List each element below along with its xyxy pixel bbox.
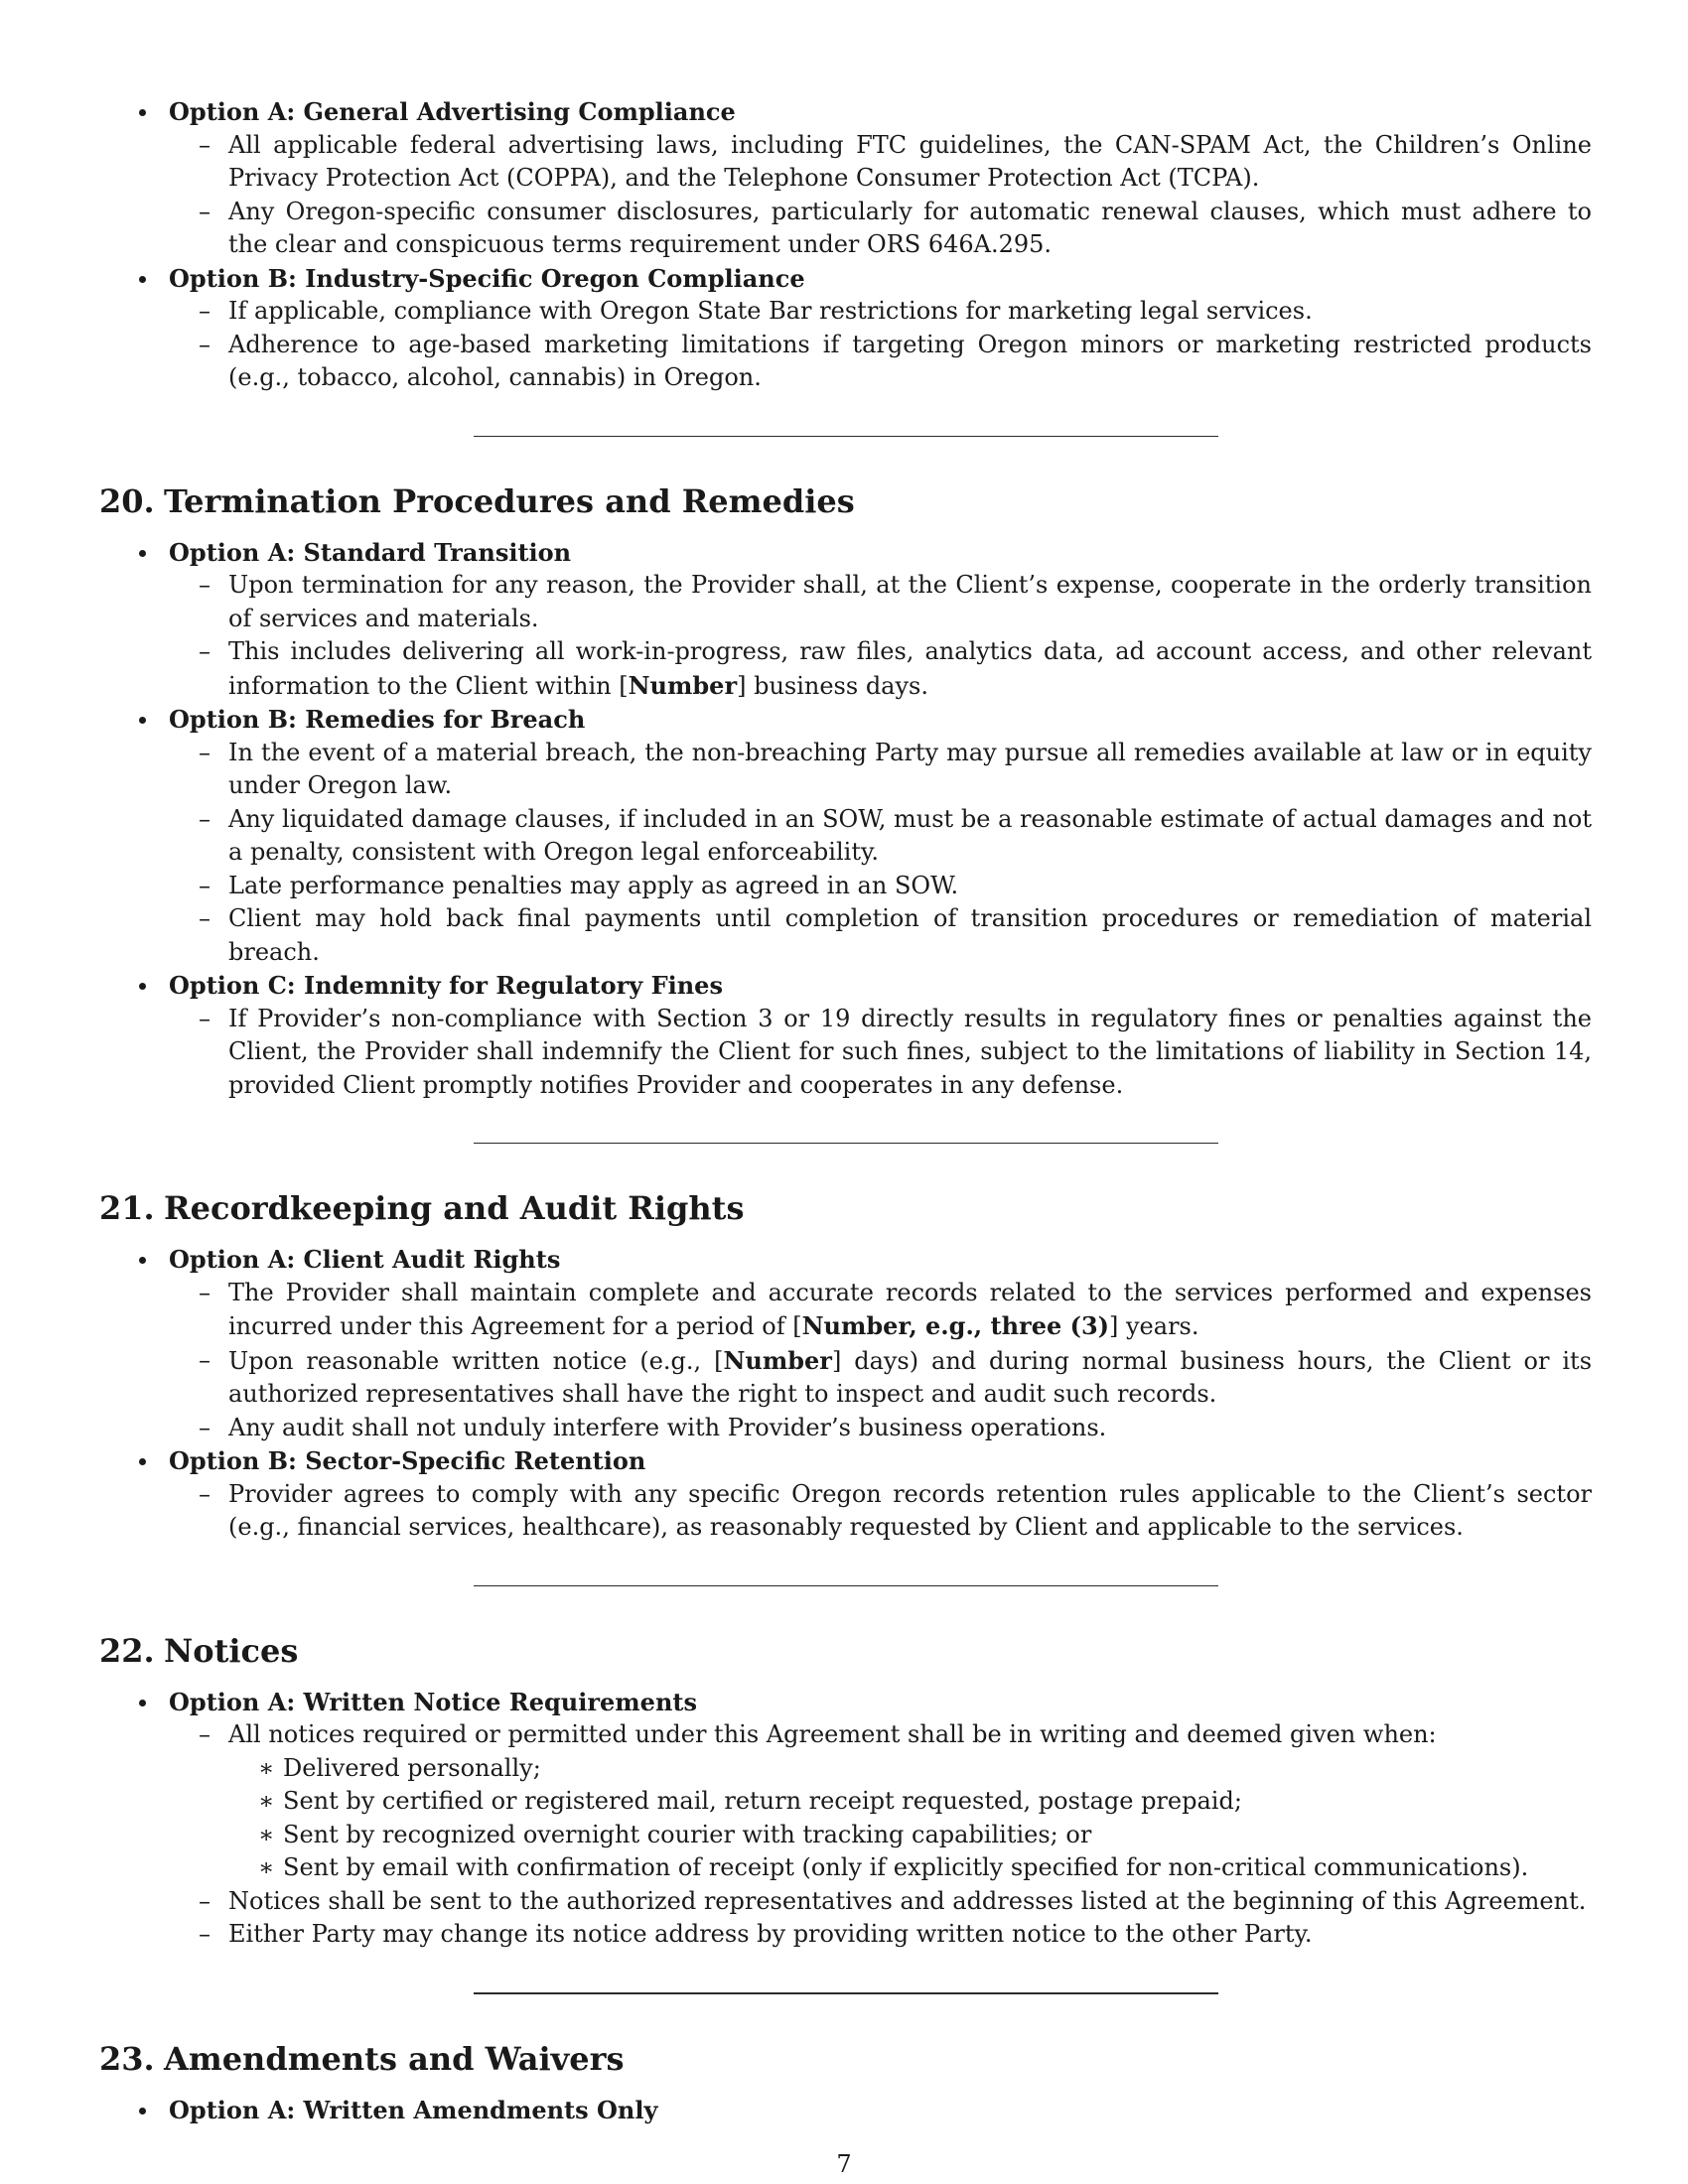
option-item — [99, 1243, 1592, 1444]
dash-icon: – — [199, 571, 211, 599]
option-item — [99, 1686, 1592, 1952]
list-item — [169, 1885, 1592, 1919]
dash-icon: – — [199, 1886, 211, 1915]
sub-item-text: Sent by recognized overnight courier with tracking capabilities; or — [283, 1820, 1092, 1848]
dash-icon: – — [199, 330, 211, 358]
option-title: Option A: Written Notice Requirements — [169, 1687, 697, 1716]
section-divider — [474, 1992, 1218, 1994]
dash-icon: – — [199, 197, 211, 225]
list-item — [169, 1277, 1592, 1344]
option-title: Option A: Standard Transition — [169, 537, 572, 567]
section-number: 20. — [99, 481, 155, 520]
list-item — [169, 870, 1592, 903]
list-item — [169, 1412, 1592, 1445]
option-list — [99, 536, 1592, 1103]
bullet-icon — [139, 1700, 146, 1706]
list-item — [169, 329, 1592, 395]
list-item — [169, 129, 1592, 196]
item-text: If Provider’s non-compliance with Section 3 or 19 directly results in regulatory fines or penalties against the Client, the Provider shall indemnify the Client for such fines, subject to the limitations of liability in Section 14, provided Client promptly notifies Provider and cooperates in any defense. — [228, 1004, 1592, 1099]
section-title: Termination Procedures and Remedies — [164, 481, 855, 520]
bullet-icon — [139, 2108, 146, 2115]
section-title: Recordkeeping and Audit Rights — [164, 1189, 745, 1227]
bullet-icon — [139, 1257, 146, 1264]
list-item — [169, 737, 1592, 803]
dash-icon: – — [199, 1345, 211, 1374]
list-item — [169, 569, 1592, 635]
option-title: Option B: Sector-Specific Retention — [169, 1446, 646, 1475]
item-text: Provider agrees to comply with any specific Oregon records retention rules applicable to the Client’s sector (e.g., financial services, healthcare), as reasonably requested by Client and applicable to the services. — [228, 1479, 1592, 1541]
item-text: Upon termination for any reason, the Provider shall, at the Client’s expense, cooperate in the orderly transition of services and materials. — [228, 571, 1592, 632]
asterisk-icon: ∗ — [258, 1820, 275, 1848]
section-title: Notices — [164, 1631, 299, 1670]
asterisk-icon: ∗ — [258, 1753, 275, 1782]
sub-item-text: Delivered personally; — [283, 1753, 541, 1782]
item-text: The Provider shall maintain complete and accurate records related to the services performed and expenses incurred under this Agreement for a period of [ — [228, 1278, 1592, 1340]
bullet-icon — [139, 1458, 146, 1465]
option-title: Option B: Industry-Specific Oregon Compliance — [169, 263, 805, 293]
intro-option-list — [99, 95, 1592, 395]
option-title: Option A: Written Amendments Only — [169, 2095, 658, 2124]
section-divider — [474, 1585, 1218, 1586]
option-item — [99, 536, 1592, 704]
option-list — [99, 1243, 1592, 1545]
sub-list-item — [228, 1819, 1592, 1852]
section-heading — [99, 2039, 1592, 2079]
option-title: Option C: Indemnity for Regulatory Fines — [169, 971, 723, 1000]
section-title: Amendments and Waivers — [164, 2039, 625, 2078]
dash-icon: – — [199, 1720, 211, 1748]
item-text: If applicable, compliance with Oregon State Bar restrictions for marketing legal services. — [228, 297, 1313, 325]
list-item — [169, 635, 1592, 703]
dash-icon: – — [199, 804, 211, 833]
sub-list-item — [228, 1752, 1592, 1786]
item-text: ] years. — [1109, 1312, 1199, 1340]
asterisk-icon: ∗ — [258, 1853, 275, 1881]
section-number: 21. — [99, 1189, 155, 1227]
list-item — [169, 1918, 1592, 1952]
section-heading — [99, 1188, 1592, 1228]
dash-icon: – — [199, 130, 211, 159]
list-item — [169, 803, 1592, 870]
option-title: Option A: Client Audit Rights — [169, 1245, 561, 1274]
bullet-icon — [139, 276, 146, 283]
dash-icon: – — [199, 1004, 211, 1032]
section-number: 23. — [99, 2039, 155, 2078]
list-item — [169, 902, 1592, 969]
sub-item-text: Sent by email with confirmation of receipt (only if explicitly specified for non-critical communications). — [283, 1853, 1529, 1881]
section-divider — [474, 436, 1218, 437]
section-heading — [99, 481, 1592, 521]
bullet-icon — [139, 109, 146, 116]
option-title: Option A: General Advertising Compliance — [169, 97, 736, 126]
option-item — [99, 703, 1592, 969]
option-list — [99, 2094, 1592, 2127]
bullet-icon — [139, 717, 146, 724]
placeholder-text: Number, e.g., three (3) — [801, 1311, 1109, 1340]
option-item — [99, 95, 1592, 262]
option-item — [99, 969, 1592, 1102]
item-text: Client may hold back final payments until completion of transition procedures or remediation of material breach. — [228, 904, 1592, 966]
list-item — [169, 1718, 1592, 1885]
item-text: ] business days. — [737, 671, 928, 700]
list-item — [169, 1003, 1592, 1103]
dash-icon: – — [199, 904, 211, 932]
asterisk-icon: ∗ — [258, 1787, 275, 1815]
dash-icon: – — [199, 637, 211, 665]
option-title: Option B: Remedies for Breach — [169, 705, 586, 734]
list-item — [169, 196, 1592, 262]
section-divider — [474, 1143, 1218, 1144]
option-list — [99, 1686, 1592, 1952]
list-item — [169, 295, 1592, 329]
option-item — [99, 262, 1592, 395]
item-text: In the event of a material breach, the non-breaching Party may pursue all remedies available at law or in equity under Oregon law. — [228, 738, 1592, 799]
item-text: Upon reasonable written notice (e.g., [ — [228, 1346, 724, 1375]
dash-icon: – — [199, 871, 211, 899]
option-item — [99, 2094, 1592, 2127]
bullet-icon — [139, 550, 146, 557]
placeholder-text: Number — [723, 1345, 832, 1375]
item-text: Any audit shall not unduly interfere with Provider’s business operations. — [228, 1413, 1107, 1441]
item-text: All applicable federal advertising laws, including FTC guidelines, the CAN-SPAM Act, the Children’s Online Privacy Protection Act (COPPA), and the Telephone Consumer Protection Act (TCPA). — [228, 130, 1592, 192]
sub-list-item — [228, 1851, 1592, 1885]
list-item — [169, 1344, 1592, 1412]
dash-icon: – — [199, 1479, 211, 1508]
dash-icon: – — [199, 1920, 211, 1948]
sub-item-text: Sent by certified or registered mail, return receipt requested, postage prepaid; — [283, 1787, 1242, 1815]
dash-icon: – — [199, 738, 211, 766]
placeholder-text: Number — [628, 670, 738, 700]
list-item — [169, 1478, 1592, 1545]
sub-list-item — [228, 1785, 1592, 1819]
option-item — [99, 1444, 1592, 1545]
item-text: Either Party may change its notice address by providing written notice to the other Party. — [228, 1920, 1313, 1948]
item-text: All notices required or permitted under this Agreement shall be in writing and deemed given when: — [228, 1720, 1437, 1748]
document-page — [99, 95, 1592, 2126]
item-text: Late performance penalties may apply as agreed in an SOW. — [228, 871, 959, 899]
page-number: 7 — [836, 2150, 852, 2178]
item-text: This includes delivering all work-in-progress, raw files, analytics data, ad account access, and other relevant information to the Client within [ — [228, 637, 1592, 700]
section-heading — [99, 1631, 1592, 1671]
item-text: Adherence to age-based marketing limitations if targeting Oregon minors or marketing restricted products (e.g., tobacco, alcohol, cannabis) in Oregon. — [228, 330, 1592, 391]
bullet-icon — [139, 983, 146, 990]
section-number: 22. — [99, 1631, 155, 1670]
item-text: ] days) and during normal business hours, the Client or its authorized representatives shall have the right to inspect and audit such records. — [228, 1346, 1593, 1408]
dash-icon: – — [199, 1278, 211, 1306]
item-text: Any Oregon-specific consumer disclosures, particularly for automatic renewal clauses, which must adhere to the clear and conspicuous terms requirement under ORS 646A.295. — [228, 197, 1592, 258]
dash-icon: – — [199, 1413, 211, 1441]
dash-icon: – — [199, 297, 211, 325]
item-text: Notices shall be sent to the authorized representatives and addresses listed at the beginning of this Agreement. — [228, 1886, 1587, 1915]
item-text: Any liquidated damage clauses, if included in an SOW, must be a reasonable estimate of actual damages and not a penalty, consistent with Oregon legal enforceability. — [228, 804, 1592, 866]
